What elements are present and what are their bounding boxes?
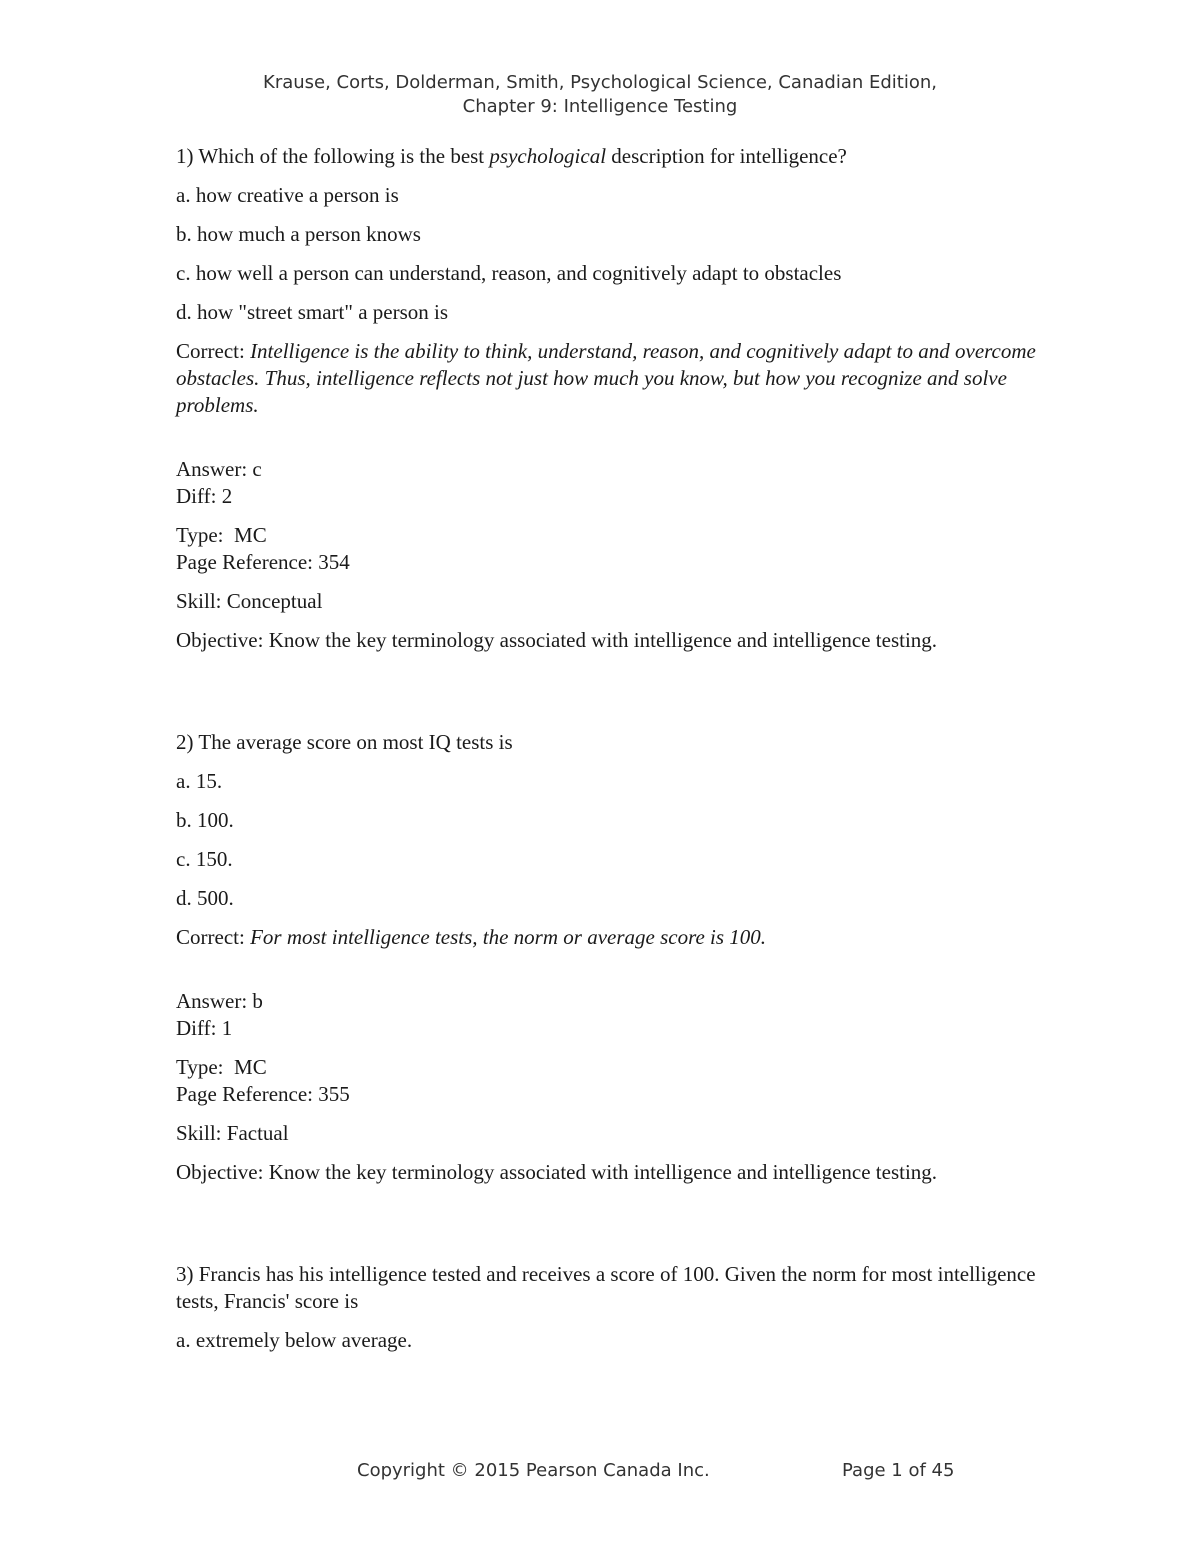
difficulty: Diff: 2 <box>176 484 233 508</box>
objective: Objective: Know the key terminology associated with intelligence and intelligence testing. <box>176 1160 938 1184</box>
question-2 <box>176 729 1036 1186</box>
correct-text: For most intelligence tests, the norm or average score is 100. <box>250 925 767 949</box>
option-c: c. 150. <box>176 847 233 871</box>
page-reference: Page Reference: 354 <box>176 550 350 574</box>
option-a: a. 15. <box>176 769 223 793</box>
question-type: Type: MC <box>176 1055 267 1079</box>
skill: Skill: Factual <box>176 1121 289 1145</box>
question-3-stem: 3) Francis has his intelligence tested and receives a score of 100. Given the norm for most intelligence tests, Francis' score is <box>176 1262 1036 1313</box>
header-line-2: Chapter 9: Intelligence Testing <box>462 96 738 117</box>
option-c: c. how well a person can understand, reason, and cognitively adapt to obstacles <box>176 261 842 285</box>
question-3 <box>176 1261 1036 1354</box>
correct-explanation <box>176 924 1036 951</box>
copyright-notice: Copyright © 2015 Pearson Canada Inc. <box>357 1460 710 1481</box>
question-2-stem: 2) The average score on most IQ tests is <box>176 730 513 754</box>
question-type: Type: MC <box>176 523 267 547</box>
question-content <box>176 143 1036 1354</box>
answer: Answer: b <box>176 989 263 1013</box>
page-number: Page 1 of 45 <box>842 1460 955 1481</box>
objective: Objective: Know the key terminology associated with intelligence and intelligence testing. <box>176 628 938 652</box>
header-line-1: Krause, Corts, Dolderman, Smith, Psychological Science, Canadian Edition, <box>263 72 937 93</box>
stem-text-end: description for intelligence? <box>606 144 847 168</box>
answer: Answer: c <box>176 457 262 481</box>
question-1-stem <box>176 143 1036 170</box>
page-reference: Page Reference: 355 <box>176 1082 350 1106</box>
correct-explanation <box>176 338 1036 419</box>
skill: Skill: Conceptual <box>176 589 323 613</box>
option-d: d. 500. <box>176 886 234 910</box>
option-a: a. how creative a person is <box>176 183 399 207</box>
correct-label: Correct: <box>176 925 251 949</box>
correct-label: Correct: <box>176 339 251 363</box>
option-b: b. 100. <box>176 808 234 832</box>
option-a: a. extremely below average. <box>176 1328 413 1352</box>
difficulty: Diff: 1 <box>176 1016 233 1040</box>
stem-emphasis: psychological <box>489 144 607 168</box>
option-d: d. how "street smart" a person is <box>176 300 449 324</box>
stem-text: 1) Which of the following is the best <box>176 144 490 168</box>
question-1 <box>176 143 1036 654</box>
page-header <box>0 71 1200 119</box>
correct-text: Intelligence is the ability to think, understand, reason, and cognitively adapt to and overcome obstacles. Thus, intelligence reflects not just how much you know, but how you recognize and solve problems. <box>176 339 1036 417</box>
option-b: b. how much a person knows <box>176 222 421 246</box>
